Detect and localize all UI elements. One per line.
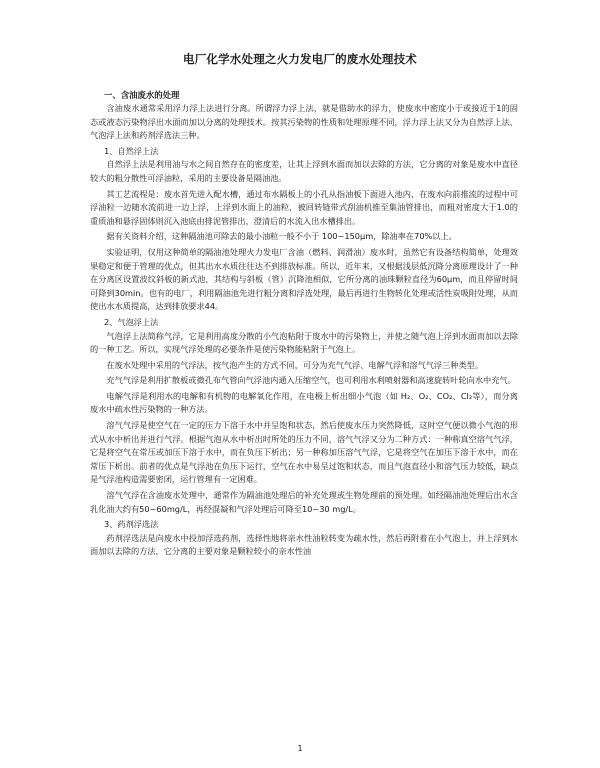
- paragraph: 在废水处理中采用的气浮法，按气泡产生的方式不同，可分为充气气浮、电解气浮和溶气气浮三种类型。: [106, 359, 484, 370]
- paragraph-intro: 含油废水通常采用浮力浮上法进行分离。所谓浮力浮上法，就是借助水的浮力，使废水中密度小于或接近于1的固态或液态污染物浮出水面而加以分离的处理技术。按其污染物的性质和处理原理不同，浮力浮上法又分为自然浮上法、气泡浮上法和药剂浮选法三种。: [90, 103, 518, 141]
- document-title: 电厂化学水处理之火力发电厂的废水处理技术: [183, 52, 417, 66]
- paragraph: 溶气气浮是使空气在一定的压力下溶于水中并呈饱和状态，然后使废水压力突然降低，这时空气便以微小气泡的形式从水中析出并进行气浮。根据气泡从水中析出时所处的压力不同，溶气气浮又分为二种方式：一种称真空溶气气浮，它是将空气在常压或加压下溶于水中，而在负压下析出；另一种称加压溶气气浮，它是将空气在加压下溶于水中，而在常压下析出。前者的优点是气浮池在负压下运行，空气在水中易呈过饱和状态，而且气泡直径小和溶气压力较低，缺点是气浮池构造需要密闭，运行管理有一定困难。: [90, 420, 518, 485]
- paragraph: 自然浮上法是利用油与水之间自然存在的密度差，让其上浮到水面而加以去除的方法，它分离的对象是废水中直径较大的粗分散性可浮油粒，采用的主要设备是隔油池。: [90, 159, 518, 183]
- page-number: 1: [297, 744, 303, 753]
- paragraph: 溶气气浮在含油废水处理中，通常作为隔油池处理后的补充处理或生物处理前的预处理。如经隔油池处理后出水含乳化油大约有50~60mg/L，再经混凝和气浮处理后可降至10~30 mg/L。: [90, 490, 518, 514]
- paragraph: 据有关资料介绍，这种隔油池可除去的最小油粒一般不小于 100~150μm，除油率在70%以上。: [106, 231, 457, 242]
- paragraph: 气泡浮上法简称气浮，它是利用高度分散的小气泡粘附于废水中的污染物上，并使之随气泡上浮到水面而加以去除的一种工艺。所以，实现气浮处理的必要条件是使污染物能粘附于气泡上。: [90, 330, 518, 355]
- subsection-heading-natural-flotation: 1、自然浮上法: [104, 145, 159, 156]
- subsection-heading-chemical-flotation: 3、药剂浮选法: [104, 519, 159, 530]
- document-body: [90, 89, 518, 561]
- paragraph: 药剂浮选法是向废水中投加浮选药剂，选择性地将亲水性油粒转变为疏水性，然后再附着在小气泡上，并上浮到水面加以去除的方法，它分离的主要对象是颗粒较小的亲水性油: [90, 532, 518, 557]
- subsection-heading-bubble-flotation: 2、气泡浮上法: [104, 316, 159, 327]
- section-heading-oily-wastewater: 一、含油废水的处理: [104, 90, 180, 100]
- paragraph: 实验证明，仅用这种简单的隔油池处理火力发电厂含油（燃料、润滑油）废水时，虽然它有设备结构简单，处理效果稳定和便于管理的优点，但其出水水质往往达不到排放标准。所以，近年来，又根据浅层低沉降分离原理设计了一种在分离区设置波纹斜板的新式池，其结构与斜板（管）沉降池相似，它所分离的油珠颗粒直径为60μm，而且停留时间可降到30min。也有的电厂，利用隔油池先进行粗分离和浮选处理，最后再进行生物转化处理或活性炭吸附处理，从而使出水水质提高，达到排放要求44。: [90, 246, 518, 312]
- paragraph: 其工艺流程是：废水首先进入配水槽，通过布水隔板上的小孔从指油板下面进入池内，在废水向前推流的过程中可浮油粒一边随水流前进一边上浮，上浮到水面上的油粒，被回转链带式刮油机推至集油管排出，而粗对密度大于1.0的重质油和悬浮固体则沉入池底由排泥管排出，澄清后的水流入出水槽排出。: [90, 188, 518, 226]
- paragraph: 电解气浮是利用水的电解和有机物的电解氧化作用，在电极上析出细小气泡（如 H₂、O₂、CO₂、Cl₂等），而分离废水中疏水性污染物的一种方法。: [90, 390, 518, 415]
- paragraph: 充气气浮是利用扩散板或微孔布气管向气浮池内通入压缩空气，也可利用水利喷射器和高速旋转叶轮向水中充气。: [106, 375, 516, 386]
